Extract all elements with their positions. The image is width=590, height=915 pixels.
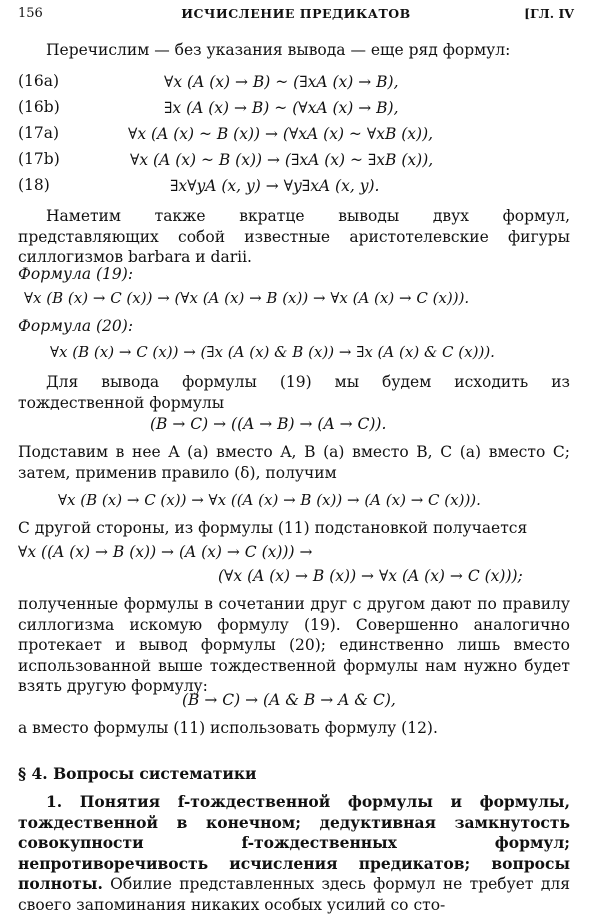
derived-formula: ∀x (B (x) → C (x)) → ∀x ((A (x) → B (x)) → (A (x) → C (x))). bbox=[58, 491, 481, 509]
formula-label-17a: (17a) bbox=[18, 124, 60, 142]
formula-label-18: (18) bbox=[18, 176, 50, 194]
paragraph-formula-11: С другой стороны, из формулы (11) подстановкой получается bbox=[18, 519, 528, 537]
formula-19-label: Формула (19): bbox=[18, 265, 134, 283]
formula-label-17b: (17b) bbox=[18, 150, 60, 168]
formula-19: ∀x (B (x) → C (x)) → (∀x (A (x) → B (x)) → ∀x (A (x) → C (x))). bbox=[24, 289, 470, 307]
running-title: ИСЧИСЛЕНИЕ ПРЕДИКАТОВ bbox=[181, 6, 411, 21]
formula-11-line2: (∀x (A (x) → B (x)) → ∀x (A (x) → C (x))); bbox=[218, 567, 523, 585]
paragraph-derivation-19: Для вывода формулы (19) мы будем исходить из тождественной формулы bbox=[18, 373, 570, 412]
subsection-text: Обилие представленных здесь формул не требует для своего запоминания никаких особых усилий со сто- bbox=[18, 875, 570, 914]
formula-20-label: Формула (20): bbox=[18, 317, 134, 335]
formula-11-line1: ∀x ((A (x) → B (x)) → (A (x) → C (x))) → bbox=[18, 543, 313, 561]
intro-text: Перечислим — без указания вывода — еще ряд формул: bbox=[46, 41, 511, 59]
formula-18: ∃x∀yA (x, y) → ∀y∃xA (x, y). bbox=[170, 177, 380, 195]
subsection-title: 1. Понятия f-тождественной формулы и формулы, тождественной в конечном; дедуктивная замкнутость совокупности f-тождественных формул; непротиворечивость исчисления предикатов; вопросы полноты. bbox=[18, 792, 570, 893]
formula-17a: ∀x (A (x) ~ B (x)) → (∀xA (x) ~ ∀xB (x)), bbox=[128, 125, 434, 143]
paragraph-formula-12: а вместо формулы (11) использовать формулу (12). bbox=[18, 719, 438, 737]
chapter-marker: [ГЛ. IV bbox=[524, 6, 574, 21]
paragraph-substitution: Подставим в нее A (a) вместо A, B (a) вместо B, C (a) вместо C; затем, применив правило (δ), получим bbox=[18, 443, 570, 482]
formula-17b: ∀x (A (x) ~ B (x)) → (∃xA (x) ~ ∃xB (x)), bbox=[130, 151, 434, 169]
formula-16b: ∃x (A (x) → B) ~ (∀xA (x) → B), bbox=[164, 99, 399, 117]
section-heading: § 4. Вопросы систематики bbox=[18, 764, 257, 783]
paragraph-syllogisms: Наметим также вкратце выводы двух формул, представляющих собой известные аристотелевские фигуры силлогизмов barbara и darii. bbox=[18, 207, 570, 266]
running-header bbox=[18, 6, 574, 24]
subsection-paragraph bbox=[18, 792, 570, 915]
formula-label-16b: (16b) bbox=[18, 98, 60, 116]
formula-label-16a: (16a) bbox=[18, 72, 60, 90]
identity-formula: (B → C) → ((A → B) → (A → C)). bbox=[150, 415, 387, 433]
formula-20: ∀x (B (x) → C (x)) → (∃x (A (x) & B (x)) → ∃x (A (x) & C (x))). bbox=[50, 343, 495, 361]
other-formula: (B → C) → (A & B → A & C), bbox=[182, 691, 396, 709]
formula-16a: ∀x (A (x) → B) ~ (∃xA (x) → B), bbox=[164, 73, 399, 91]
page-number: 156 bbox=[18, 6, 43, 21]
paragraph-syllogism-rule: полученные формулы в сочетании друг с другом дают по правилу силлогизма искомую формулу (19). Совершенно аналогично протекает и вывод формулы (20); единственно лишь вместо использованной выше тождественной формулы нам нужно будет взять другую формулу: bbox=[18, 595, 570, 695]
